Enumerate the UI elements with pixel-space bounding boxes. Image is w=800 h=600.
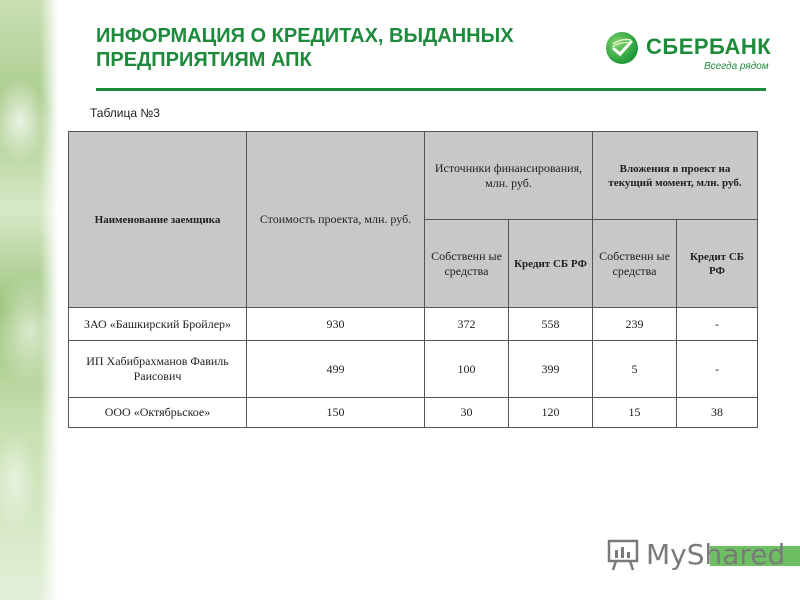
cell-src-credit: 120 [509, 398, 593, 428]
header-inv-credit: Кредит СБ РФ [677, 220, 758, 308]
cell-inv-credit: - [677, 341, 758, 398]
logo-mark-icon [606, 32, 638, 64]
cell-src-own: 30 [425, 398, 509, 428]
header-sources-own: Собственн ые средства [425, 220, 509, 308]
cell-inv-own: 239 [593, 308, 677, 341]
cell-cost: 499 [247, 341, 425, 398]
title-divider [96, 88, 766, 91]
cell-src-own: 100 [425, 341, 509, 398]
cell-borrower: ООО «Октябрьское» [69, 398, 247, 428]
cell-inv-own: 15 [593, 398, 677, 428]
cell-cost: 930 [247, 308, 425, 341]
title-line-1: ИНФОРМАЦИЯ О КРЕДИТАХ, ВЫДАННЫХ [96, 25, 514, 47]
slide-title [96, 24, 576, 72]
header-sources-credit: Кредит СБ РФ [509, 220, 593, 308]
header-borrower: Наименование заемщика [69, 132, 247, 308]
cell-src-credit: 558 [509, 308, 593, 341]
cell-borrower: ЗАО «Башкирский Бройлер» [69, 308, 247, 341]
cell-inv-credit: - [677, 308, 758, 341]
table-row [69, 398, 758, 428]
credits-table [68, 131, 758, 428]
header-cost: Стоимость проекта, млн. руб. [247, 132, 425, 308]
table-row [69, 308, 758, 341]
header-inv-own: Собственн ые средства [593, 220, 677, 308]
title-line-2: ПРЕДПРИЯТИЯМ АПК [96, 49, 312, 71]
cell-inv-own: 5 [593, 341, 677, 398]
header-investments: Вложения в проект на текущий момент, млн. руб. [593, 132, 758, 220]
cell-src-own: 372 [425, 308, 509, 341]
table-caption: Таблица №3 [90, 106, 160, 120]
watermark [606, 536, 800, 576]
cell-borrower: ИП Хабибрахманов Фавиль Раисович [69, 341, 247, 398]
table-header-row [69, 132, 758, 220]
sberbank-logo [606, 30, 776, 76]
cell-cost: 150 [247, 398, 425, 428]
cell-src-credit: 399 [509, 341, 593, 398]
table-row [69, 341, 758, 398]
logo-tagline: Всегда рядом [704, 61, 769, 72]
watermark-text: MyShared [646, 538, 786, 571]
side-decoration-fade [40, 0, 58, 600]
presentation-board-icon [606, 538, 640, 572]
logo-name: СБЕРБАНК [646, 34, 772, 59]
header-sources: Источники финансирования, млн. руб. [425, 132, 593, 220]
cell-inv-credit: 38 [677, 398, 758, 428]
